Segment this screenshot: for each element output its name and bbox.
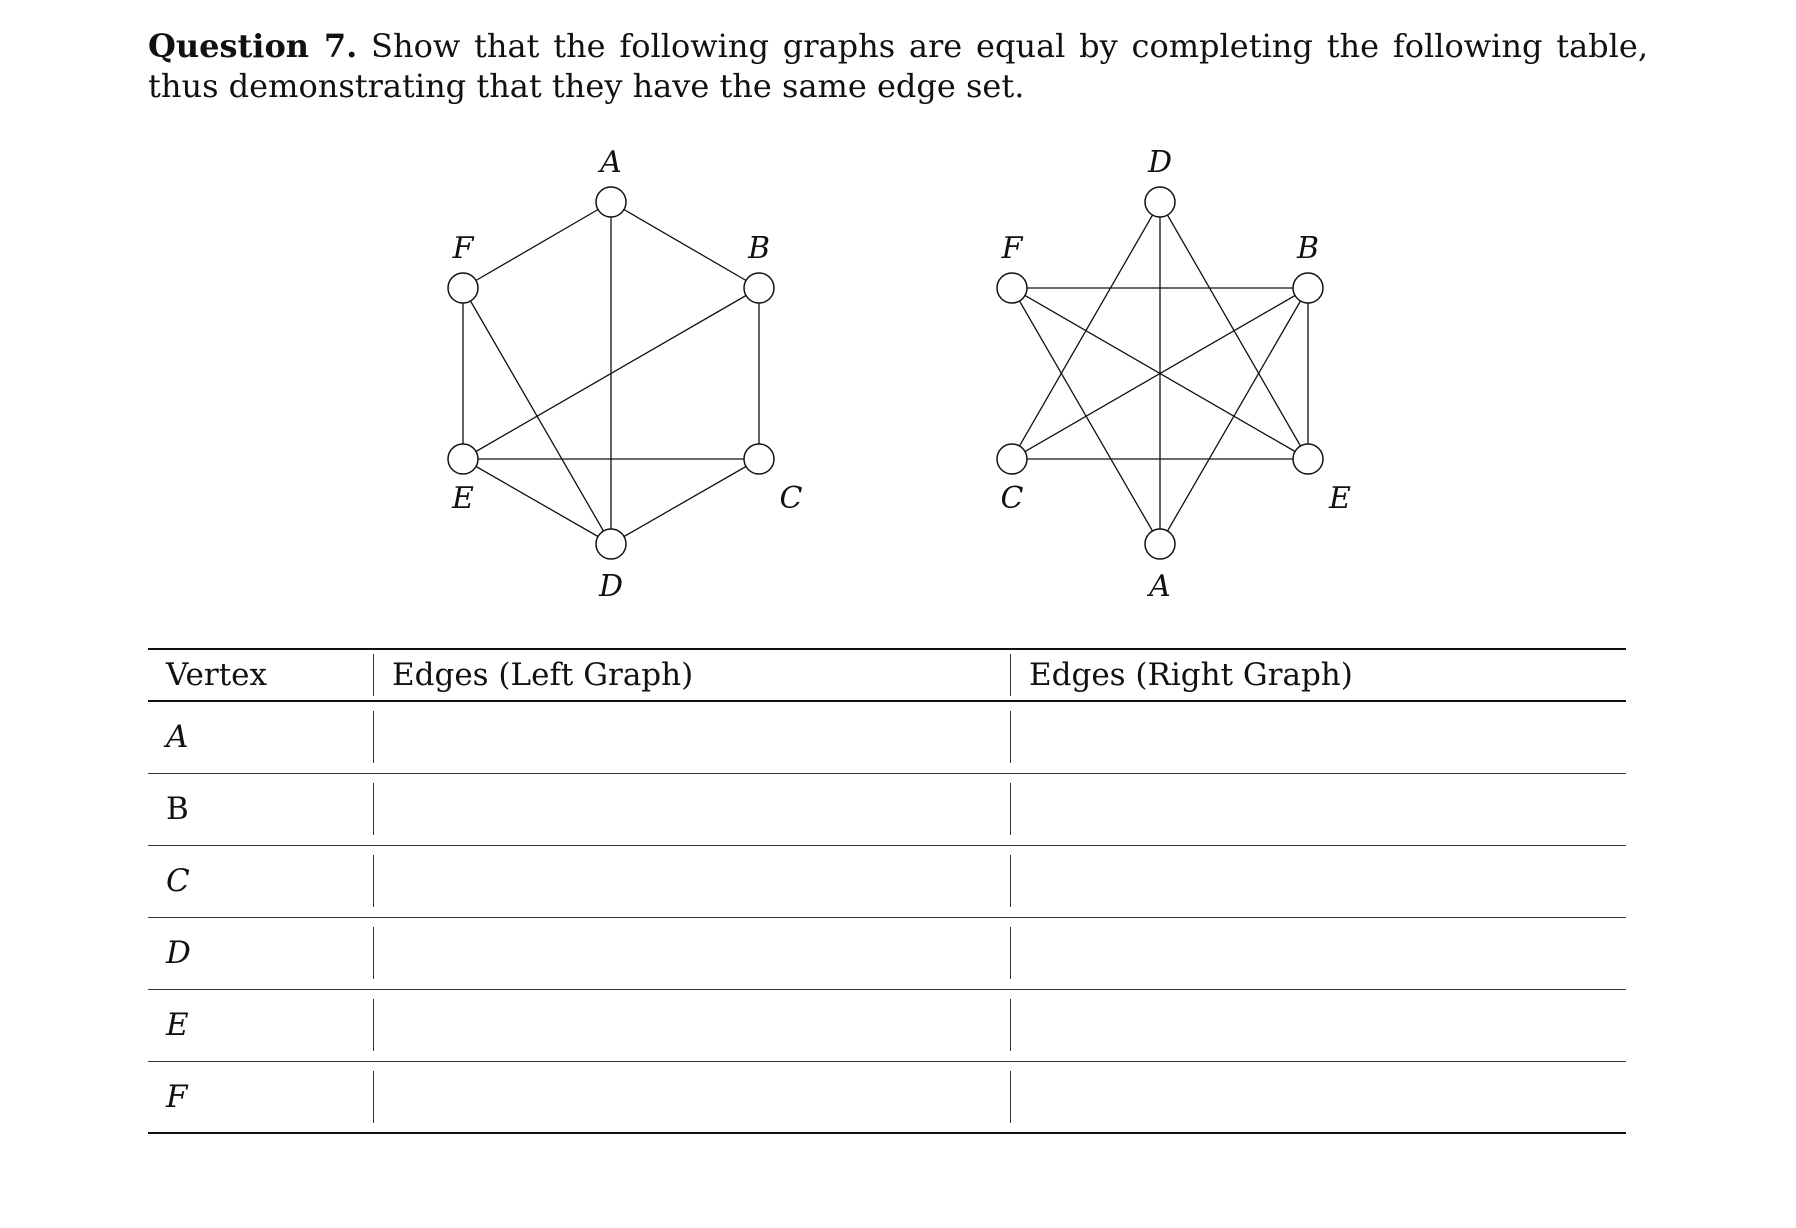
- vertex-cell: A: [166, 719, 189, 756]
- left-edge-de: [463, 459, 611, 544]
- vertex-cell: E: [166, 1007, 189, 1043]
- table-row: [148, 989, 1626, 1061]
- right-vertex-f: [997, 273, 1027, 303]
- right-vertex-c: [997, 444, 1027, 474]
- left-edges-cell[interactable]: [373, 855, 1010, 907]
- left-edge-af: [463, 202, 611, 288]
- right-edges-cell[interactable]: [1010, 1071, 1626, 1123]
- right-vertex-label: A: [1149, 569, 1171, 604]
- left-edges-cell[interactable]: [373, 1071, 1010, 1123]
- vertex-cell: B: [166, 791, 189, 827]
- left-vertex-a: [596, 187, 626, 217]
- left-edges-cell[interactable]: [373, 783, 1010, 835]
- right-edges-cell[interactable]: [1010, 711, 1626, 763]
- left-edges-cell[interactable]: [373, 999, 1010, 1051]
- right-vertex-a: [1145, 529, 1175, 559]
- left-edge-df: [463, 288, 611, 544]
- right-vertex-label: F: [1001, 231, 1023, 266]
- left-vertex-label: F: [452, 231, 474, 266]
- left-edge-ab: [611, 202, 759, 288]
- right-edge-ba: [1160, 288, 1308, 544]
- right-vertex-label: D: [1147, 145, 1173, 180]
- left-vertex-e: [448, 444, 478, 474]
- right-vertex-b: [1293, 273, 1323, 303]
- right-vertex-e: [1293, 444, 1323, 474]
- header-left-edges: Edges (Left Graph): [373, 654, 1010, 696]
- left-vertex-label: A: [600, 145, 622, 180]
- right-graph: [997, 145, 1351, 604]
- table-row: [148, 917, 1626, 989]
- right-edges-cell[interactable]: [1010, 927, 1626, 979]
- table-row: [148, 773, 1626, 845]
- vertex-cell: C: [166, 863, 190, 899]
- left-edges-cell[interactable]: [373, 711, 1010, 763]
- table-row: [148, 701, 1626, 773]
- right-vertex-d: [1145, 187, 1175, 217]
- right-vertex-label: B: [1296, 231, 1320, 266]
- right-edges-cell[interactable]: [1010, 855, 1626, 907]
- vertex-cell: D: [166, 935, 191, 971]
- table-header-row: [148, 649, 1626, 701]
- edge-table: [148, 648, 1626, 1134]
- vertex-cell: F: [166, 1078, 188, 1115]
- left-edges-cell[interactable]: [373, 927, 1010, 979]
- header-vertex: Vertex: [166, 657, 267, 693]
- question-body: Show that the following graphs are equal by completing the following table, thus demonstrating that they have the same edge set.: [148, 27, 1649, 105]
- right-edges-cell[interactable]: [1010, 783, 1626, 835]
- left-edge-cd: [611, 459, 759, 544]
- table-row: [148, 1061, 1626, 1133]
- left-vertex-label: C: [779, 481, 803, 516]
- left-graph: [448, 145, 803, 604]
- right-edges-cell[interactable]: [1010, 999, 1626, 1051]
- right-vertex-label: C: [1000, 481, 1024, 516]
- left-vertex-b: [744, 273, 774, 303]
- left-vertex-label: B: [747, 231, 771, 266]
- question-label: Question 7.: [148, 27, 358, 65]
- left-vertex-f: [448, 273, 478, 303]
- left-vertex-label: D: [598, 569, 624, 604]
- header-right-edges: Edges (Right Graph): [1010, 654, 1626, 696]
- left-vertex-label: E: [452, 481, 474, 516]
- left-vertex-d: [596, 529, 626, 559]
- left-vertex-c: [744, 444, 774, 474]
- table-row: [148, 845, 1626, 917]
- right-vertex-label: E: [1329, 481, 1351, 516]
